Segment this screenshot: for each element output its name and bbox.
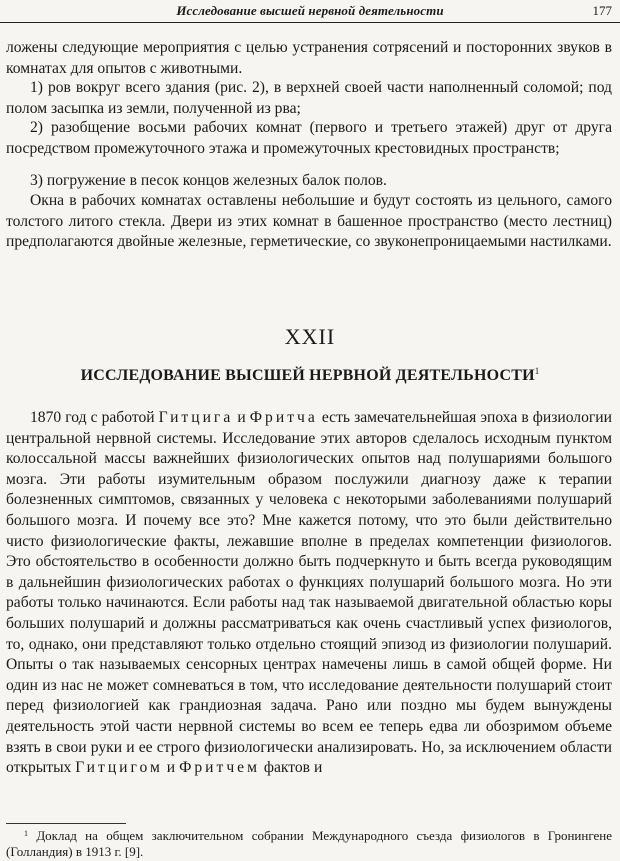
paragraph-continuation: ложены следующие мероприятия с целью устранения сотрясений и посторонних звуков в комнатах для опытов с животными. xyxy=(6,39,612,77)
footnote-text: Доклад на общем заключительном собрании Международного съезда физиологов в Гронингене (Голландия) в 1913 г. [9]. xyxy=(6,828,612,859)
running-title: Исследование высшей нервной деятельности xyxy=(176,3,444,18)
page-number: 177 xyxy=(592,3,612,18)
text-run: и xyxy=(233,409,250,426)
list-item-3: 3) погружение в песок концов железных балок полов. xyxy=(30,172,387,189)
paragraph-windows: Окна в рабочих комнатах оставлены небольшие и будут состоять из цельного, самого толстого литого стекла. Двери из этих комнат в башенное пространство (место лестниц) предполагаются двойные железные, герметические, со звуконепроницаемыми настилками. xyxy=(6,192,612,251)
chapter-number: XXII xyxy=(284,324,336,349)
text-run: есть замечательнейшая эпоха в физиологии центральной нервной системы. Исследование этих авторов сделалось исходным пунктом колоссальной массы важнейших физиологических опытов над полушариями большого мозга. Эти работы изумительным образом послужили диагнозу даже к терапии болезненных симптомов, связанных у человека с некоторыми заболеваниями полушарий большого мозга. И почему все это? Мне кажется потому, что это были действительно чисто физиологические факты, лежавшие вполне в пределах компетенции физиологов. Это обстоятельство в особенности должно быть подчеркнуто и быть всегда руководящим в дальнейшин физиологических работах о функциях полушарий большого мозга. Но эти работы только начинаются. Если работы над так называемой двигательной областью коры больших полушарий и должны рассматриваться как очень счастливый успех физиологов, то, однако, они представляют только отдельно стоящий эпизод из физиологии полушарий. Опыты о так называемых сенсорных центрах намечены лишь в самой общей форме. Ни один из нас не может сомневаться в том, что исследование деятельности полушарий стоит перед физиологией как грандиозная задача. Рано или поздно мы будем вынуждены деятельность этой части нервной системы во всем ее теперь едва ли обозримом объеме взять в свои руки и ее строго физиологически анализировать. Но, за исключением области открытых xyxy=(6,409,612,777)
chapter-title xyxy=(0,366,620,385)
footnote-marker: 1 xyxy=(24,829,28,838)
page-header xyxy=(0,0,620,23)
author-name-fritsch-instr: Фритчем xyxy=(179,759,260,777)
paragraph-main xyxy=(6,408,612,779)
text-run: фактов и xyxy=(259,759,323,777)
author-name-fritsch: Фритча xyxy=(249,409,318,426)
text-run: 1870 год с работой xyxy=(30,409,159,426)
chapter-footnote-marker: 1 xyxy=(534,366,540,376)
chapter-title-text: ИССЛЕДОВАНИЕ ВЫСШЕЙ НЕРВНОЙ ДЕЯТЕЛЬНОСТИ xyxy=(80,367,535,384)
author-name-hitzig: Гитцига xyxy=(158,409,234,426)
list-item-2: 2) разобщение восьми рабочих комнат (первого и третьего этажей) друг от друга посредством промежуточного этажа и промежуточных крестовидных пространств; xyxy=(6,119,612,157)
author-name-hitzig-instr: Гитцигом xyxy=(75,759,163,777)
footnote xyxy=(6,826,612,860)
footnote-divider xyxy=(6,823,126,824)
text-run: и xyxy=(162,759,180,777)
list-item-1: 1) ров вокруг всего здания (рис. 2), в верхней своей части наполненный соломой; под полом засыпка из земли, полученной из рва; xyxy=(6,79,612,117)
